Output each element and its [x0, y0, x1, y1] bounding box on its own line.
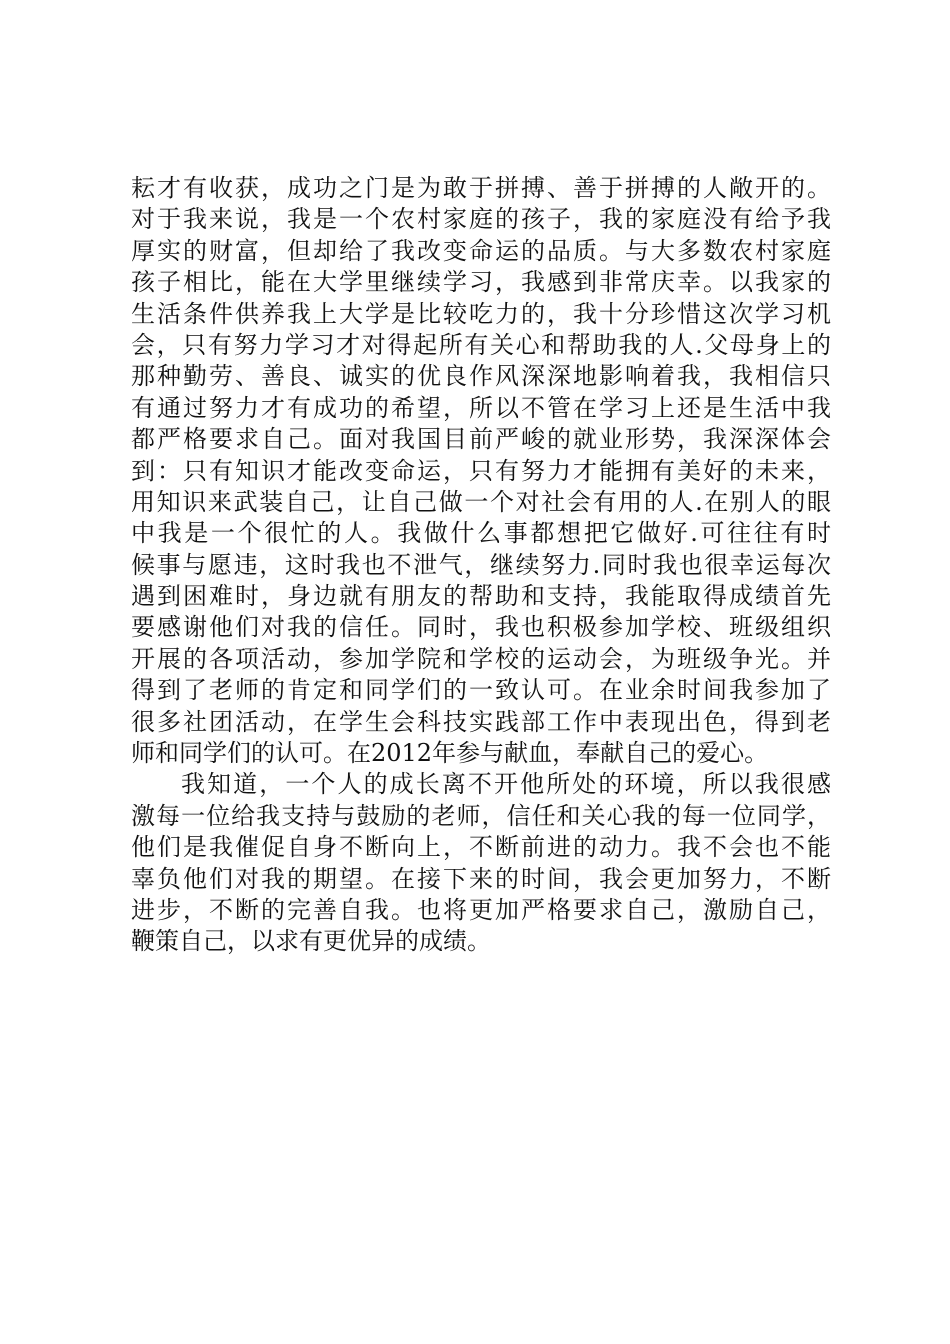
paragraph-2	[131, 769, 831, 957]
text-line: 会，只有努力学习才对得起所有关心和帮助我的人.父母身上的	[131, 330, 831, 359]
text-line: 有通过努力才有成功的希望，所以不管在学习上还是生活中我	[131, 393, 831, 422]
text-line: 都严格要求自己。面对我国目前严峻的就业形势，我深深体会	[131, 425, 831, 454]
text-line: 要感谢他们对我的信任。同时，我也积极参加学校、班级组织	[131, 613, 831, 642]
text-line: 我知道，一个人的成长离不开他所处的环境，所以我很感	[181, 770, 831, 799]
text-line: 厚实的财富，但却给了我改变命运的品质。与大多数农村家庭	[131, 236, 831, 265]
text-line: 他们是我催促自身不断向上，不断前进的动力。我不会也不能	[131, 833, 831, 862]
paragraph-1	[131, 173, 831, 769]
text-line: 辜负他们对我的期望。在接下来的时间，我会更加努力，不断	[131, 864, 831, 893]
text-line: 对于我来说，我是一个农村家庭的孩子，我的家庭没有给予我	[131, 205, 831, 234]
text-line: 得到了老师的肯定和同学们的一致认可。在业余时间我参加了	[131, 676, 831, 705]
text-line: 耘才有收获，成功之门是为敢于拼搏、善于拼搏的人敞开的。	[131, 174, 831, 202]
text-line: 遇到困难时，身边就有朋友的帮助和支持，我能取得成绩首先	[131, 582, 831, 611]
text-line: 生活条件供养我上大学是比较吃力的，我十分珍惜这次学习机	[131, 299, 831, 328]
text-line: 激每一位给我支持与鼓励的老师，信任和关心我的每一位同学，	[131, 801, 831, 830]
text-line: 到：只有知识才能改变命运，只有努力才能拥有美好的未来，	[131, 456, 831, 485]
text-line: 用知识来武装自己，让自己做一个对社会有用的人.在别人的眼	[131, 487, 831, 516]
text-line: 师和同学们的认可。在2012年参与献血，奉献自己的爱心。	[131, 739, 769, 768]
body-text	[131, 173, 831, 958]
text-line: 进步，不断的完善自我。也将更加严格要求自己，激励自己，	[131, 895, 831, 924]
text-line: 中我是一个很忙的人。我做什么事都想把它做好.可往往有时	[131, 519, 831, 548]
text-line: 开展的各项活动，参加学院和学校的运动会，为班级争光。并	[131, 644, 831, 673]
text-line: 很多社团活动，在学生会科技实践部工作中表现出色，得到老	[131, 707, 831, 736]
text-line: 鞭策自己，以求有更优异的成绩。	[131, 927, 491, 956]
text-line: 候事与愿违，这时我也不泄气，继续努力.同时我也很幸运每次	[131, 550, 831, 579]
text-line: 那种勤劳、善良、诚实的优良作风深深地影响着我，我相信只	[131, 362, 831, 391]
text-line: 孩子相比，能在大学里继续学习，我感到非常庆幸。以我家的	[131, 268, 831, 297]
